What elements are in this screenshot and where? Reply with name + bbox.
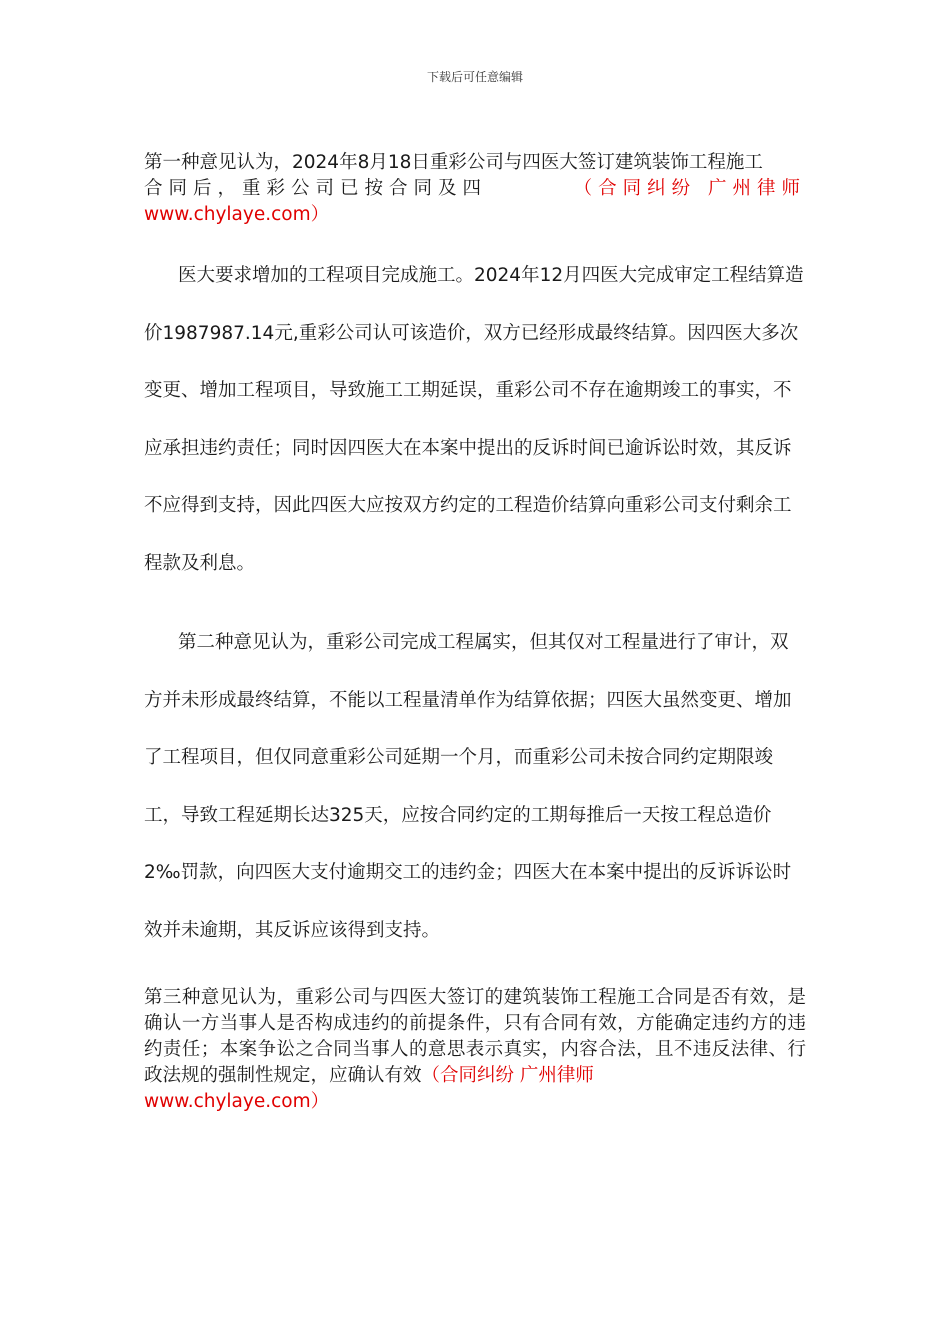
para1-line2: 合同后，重彩公司已按合同及四 [144, 178, 488, 199]
para1-url-link[interactable]: www.chylaye.com） [144, 204, 330, 225]
paragraph-opinion-1-body: 医大要求增加的工程项目完成施工。2024年12月四医大完成审定工程结算造价1987987.14元,重彩公司认可该造价，双方已经形成最终结算。因四医大多次变更、增加工程项目，导致施工工期延误，重彩公司不存在逾期竣工的事实，不应承担违约责任；同时因四医大在本案中提出的反诉时间已逾诉讼时效，其反诉不应得到支持，因此四医大应按双方约定的工程造价结算向重彩公司支付剩余工程款及利息。 [144, 265, 804, 574]
para4-ref: （合同纠纷 广州律师 [421, 1065, 594, 1086]
page-header: 下载后可任意编辑 [426, 70, 523, 84]
para4-text: 第三种意见认为，重彩公司与四医大签订的建筑装饰工程施工合同是否有效，是确认一方当事人是否构成违约的前提条件，只有合同有效，方能确定违约方的违约责任；本案争讼之合同当事人的意思表示真实，内容合法，且不违反法律、行政法规的强制性规定，应确认有效 [144, 987, 806, 1086]
paragraph-opinion-2: 第二种意见认为，重彩公司完成工程属实，但其仅对工程量进行了审计，双方并未形成最终结算，不能以工程量清单作为结算依据；四医大虽然变更、增加了工程项目，但仅同意重彩公司延期一个月，而重彩公司未按合同约定期限竣工，导致工程延期长达325天，应按合同约定的工期每推后一天按工程总造价2‰罚款，向四医大支付逾期交工的违约金；四医大在本案中提出的反诉诉讼时效并未逾期，其反诉应该得到支持。 [144, 632, 792, 941]
paragraph-opinion-1 [144, 150, 806, 228]
para1-line1: 第一种意见认为，2024年8月18日重彩公司与四医大签订建筑装饰工程施工 [144, 152, 763, 173]
para1-line2-row [144, 176, 806, 202]
paragraph-opinion-3 [144, 985, 806, 1115]
para4-url-link[interactable]: www.chylaye.com） [144, 1091, 330, 1112]
para1-ref: （合同纠纷 广州律师 [573, 178, 806, 199]
